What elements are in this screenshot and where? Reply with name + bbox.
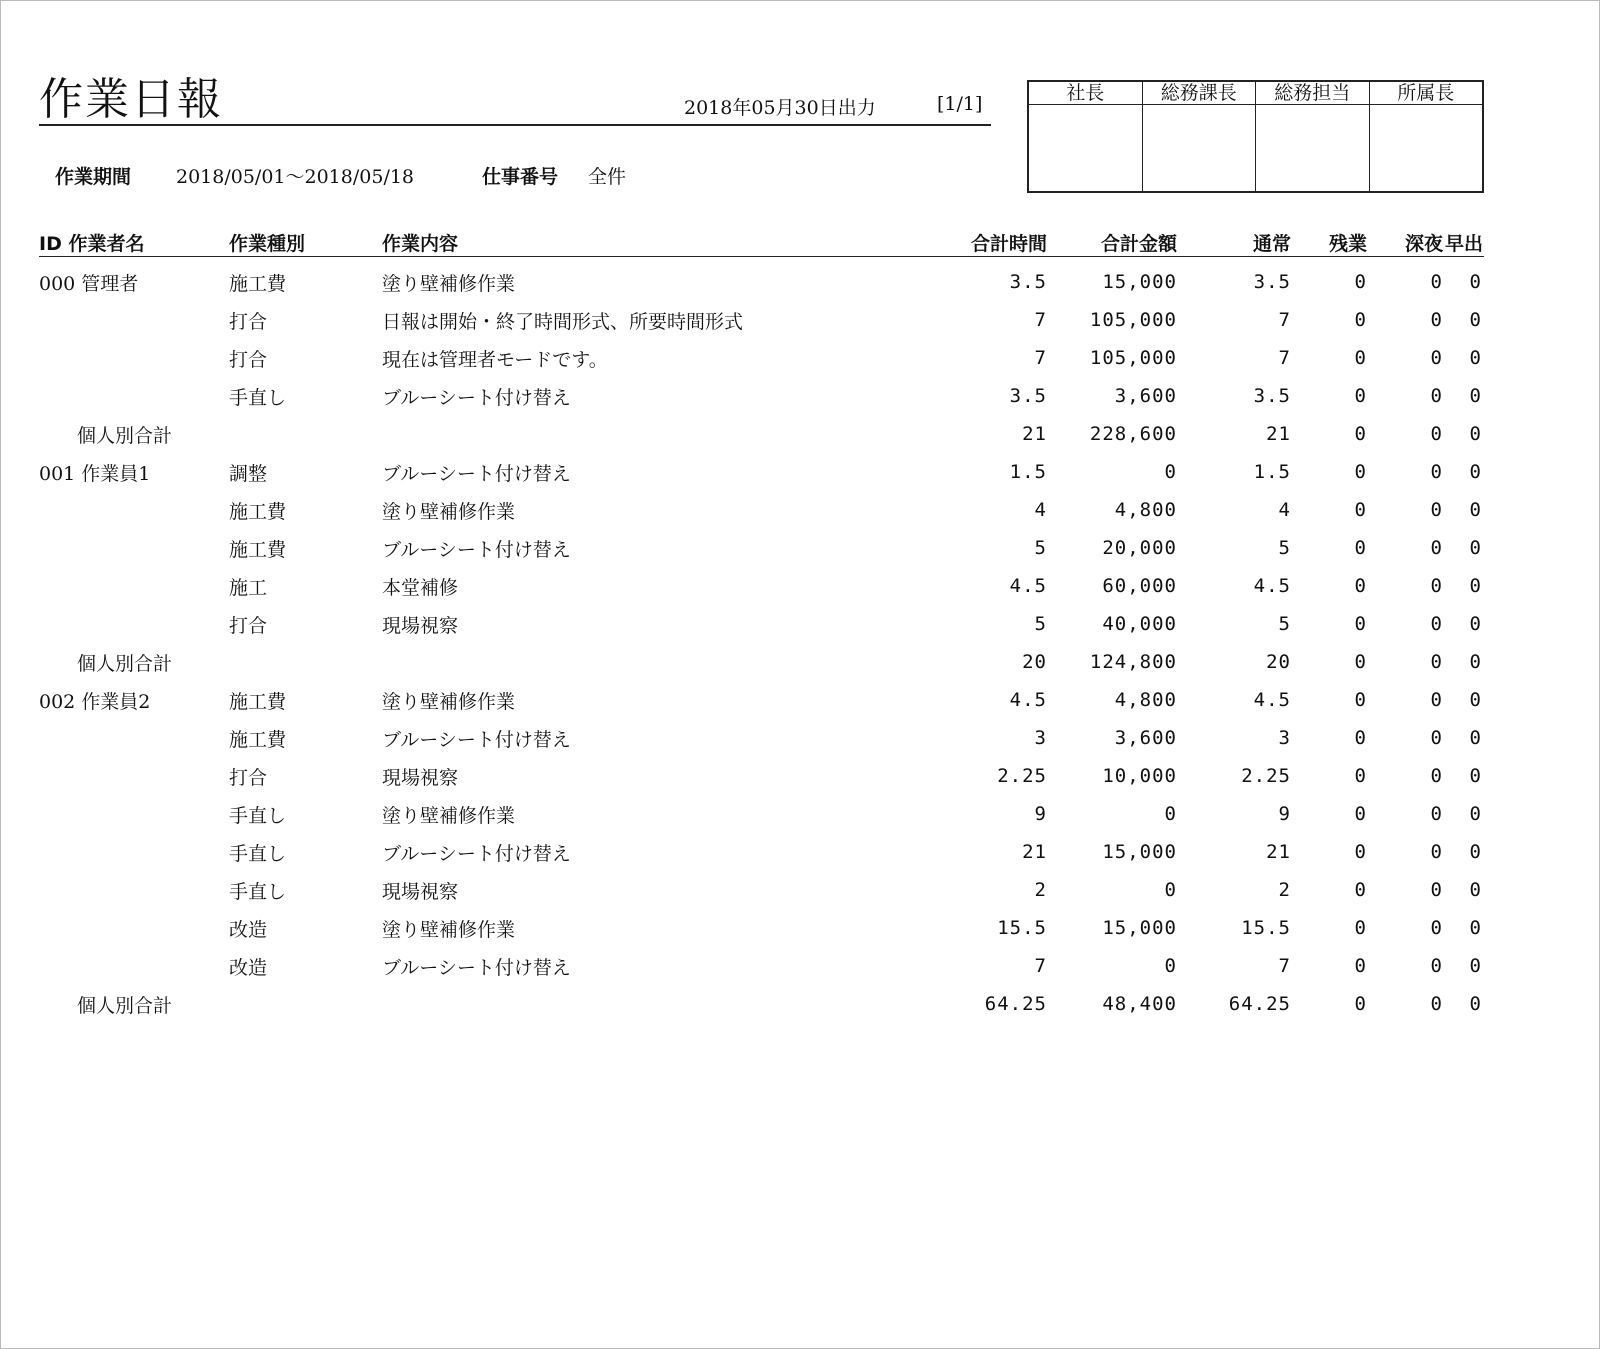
cell-type: 手直し [229, 880, 287, 903]
cell-worker: 002 作業員2 [39, 690, 151, 713]
cell-regular: 15.5 [1241, 917, 1291, 939]
table-row [39, 909, 1484, 947]
cell-overtime: 0 [1354, 385, 1367, 407]
cell-overtime: 0 [1354, 347, 1367, 369]
cell-worker [39, 757, 229, 795]
cell-late-night: 0 [1430, 917, 1443, 939]
cell-regular: 9 [1278, 803, 1291, 825]
col-header-total-hours: 合計時間 [909, 229, 1049, 257]
cell-total-hours: 5 [1034, 537, 1047, 559]
approval-heading: 総務課長 [1143, 82, 1256, 105]
cell-overtime: 0 [1354, 537, 1367, 559]
cell-total-amount: 228,600 [1089, 423, 1177, 445]
cell-worker [39, 871, 229, 909]
cell-type: 打合 [229, 614, 268, 637]
approval-stamp-cell [1029, 105, 1142, 191]
cell-late-night: 0 [1430, 309, 1443, 331]
approval-column [1142, 82, 1256, 191]
table-row [39, 605, 1484, 643]
cell-content: 塗り壁補修作業 [382, 918, 516, 941]
table-row [39, 871, 1484, 909]
cell-late-night: 0 [1430, 271, 1443, 293]
table-row [39, 795, 1484, 833]
cell-total-hours: 2.25 [997, 765, 1047, 787]
cell-overtime: 0 [1354, 879, 1367, 901]
cell-type: 打合 [229, 310, 268, 333]
table-row [39, 301, 1484, 339]
approval-column [1255, 82, 1369, 191]
cell-regular: 4.5 [1253, 575, 1291, 597]
cell-late-night: 0 [1430, 689, 1443, 711]
table-row [39, 339, 1484, 377]
cell-total-hours: 4.5 [1009, 689, 1047, 711]
cell-late-night: 0 [1430, 499, 1443, 521]
approval-column [1369, 82, 1483, 191]
cell-late-night: 0 [1430, 575, 1443, 597]
cell-early: 0 [1469, 347, 1482, 369]
table-header-row [39, 229, 1484, 257]
cell-late-night: 0 [1430, 347, 1443, 369]
subtotal-label: 個人別合計 [77, 424, 173, 447]
cell-regular: 4 [1278, 499, 1291, 521]
cell-early: 0 [1469, 727, 1482, 749]
cell-content: ブルーシート付け替え [382, 956, 571, 979]
cell-type: 施工 [229, 576, 268, 599]
cell-regular: 7 [1278, 347, 1291, 369]
cell-total-hours: 4.5 [1009, 575, 1047, 597]
cell-total-hours: 9 [1034, 803, 1047, 825]
table-row [39, 257, 1484, 302]
cell-total-amount: 124,800 [1089, 651, 1177, 673]
cell-total-hours: 7 [1034, 347, 1047, 369]
cell-regular: 4.5 [1253, 689, 1291, 711]
work-report-table [39, 229, 1484, 1023]
cell-early: 0 [1469, 537, 1482, 559]
cell-total-hours: 21 [1022, 841, 1047, 863]
table-row [39, 491, 1484, 529]
cell-overtime: 0 [1354, 575, 1367, 597]
cell-content: 塗り壁補修作業 [382, 690, 516, 713]
cell-regular: 3.5 [1253, 271, 1291, 293]
cell-regular: 5 [1278, 537, 1291, 559]
job-number-value: 全件 [588, 166, 627, 188]
job-number-label: 仕事番号 [482, 166, 559, 188]
cell-total-hours: 3.5 [1009, 271, 1047, 293]
cell-regular: 5 [1278, 613, 1291, 635]
cell-total-amount: 4,800 [1114, 689, 1177, 711]
cell-content: ブルーシート付け替え [382, 386, 571, 409]
table-row [39, 453, 1484, 491]
cell-content: 塗り壁補修作業 [382, 804, 516, 827]
cell-overtime: 0 [1354, 727, 1367, 749]
col-header-total-amount: 合計金額 [1049, 229, 1179, 257]
col-header-type: 作業種別 [229, 229, 382, 257]
table-row [39, 529, 1484, 567]
cell-overtime: 0 [1354, 309, 1367, 331]
cell-type: 手直し [229, 386, 287, 409]
cell-regular: 20 [1266, 651, 1291, 673]
cell-total-amount: 4,800 [1114, 499, 1177, 521]
cell-total-hours: 7 [1034, 955, 1047, 977]
cell-total-amount: 0 [1164, 955, 1177, 977]
cell-content: 現場視察 [382, 614, 459, 637]
cell-total-hours: 20 [1022, 651, 1047, 673]
cell-content: 塗り壁補修作業 [382, 272, 516, 295]
col-header-content: 作業内容 [382, 229, 909, 257]
approval-heading: 総務担当 [1256, 82, 1369, 105]
table-row [39, 757, 1484, 795]
cell-total-hours: 2 [1034, 879, 1047, 901]
cell-late-night: 0 [1430, 765, 1443, 787]
cell-total-amount: 20,000 [1102, 537, 1177, 559]
cell-early: 0 [1469, 955, 1482, 977]
cell-content: ブルーシート付け替え [382, 728, 571, 751]
cell-total-amount: 3,600 [1114, 727, 1177, 749]
cell-total-amount: 60,000 [1102, 575, 1177, 597]
output-date: 2018年05月30日出力 [684, 97, 876, 119]
cell-early: 0 [1469, 917, 1482, 939]
cell-total-hours: 64.25 [984, 993, 1047, 1015]
approval-stamp-box [1027, 80, 1484, 193]
cell-overtime: 0 [1354, 423, 1367, 445]
title-underline [39, 124, 991, 126]
cell-total-amount: 10,000 [1102, 765, 1177, 787]
cell-type: 手直し [229, 804, 287, 827]
cell-total-amount: 3,600 [1114, 385, 1177, 407]
cell-regular: 7 [1278, 309, 1291, 331]
cell-type: 打合 [229, 348, 268, 371]
cell-overtime: 0 [1354, 917, 1367, 939]
cell-content: 現場視察 [382, 766, 459, 789]
cell-type: 施工費 [229, 728, 287, 751]
cell-early: 0 [1469, 765, 1482, 787]
cell-total-hours: 3.5 [1009, 385, 1047, 407]
cell-overtime: 0 [1354, 689, 1367, 711]
cell-regular: 1.5 [1253, 461, 1291, 483]
cell-total-hours: 7 [1034, 309, 1047, 331]
cell-regular: 64.25 [1228, 993, 1291, 1015]
cell-total-amount: 15,000 [1102, 917, 1177, 939]
cell-worker: 000 管理者 [39, 272, 139, 295]
cell-regular: 21 [1266, 423, 1291, 445]
cell-late-night: 0 [1430, 537, 1443, 559]
cell-overtime: 0 [1354, 841, 1367, 863]
cell-total-amount: 0 [1164, 879, 1177, 901]
cell-type: 手直し [229, 842, 287, 865]
table-row [39, 681, 1484, 719]
cell-late-night: 0 [1430, 423, 1443, 445]
cell-total-hours: 4 [1034, 499, 1047, 521]
cell-type: 施工費 [229, 538, 287, 561]
period-label: 作業期間 [55, 166, 132, 188]
cell-type: 改造 [229, 956, 268, 979]
cell-total-amount: 48,400 [1102, 993, 1177, 1015]
cell-regular: 3 [1278, 727, 1291, 749]
cell-overtime: 0 [1354, 803, 1367, 825]
cell-late-night: 0 [1430, 993, 1443, 1015]
cell-total-amount: 0 [1164, 803, 1177, 825]
period-value: 2018/05/01～2018/05/18 [176, 166, 415, 188]
cell-early: 0 [1469, 651, 1482, 673]
approval-heading: 所属長 [1370, 82, 1483, 105]
cell-regular: 21 [1266, 841, 1291, 863]
cell-total-hours: 21 [1022, 423, 1047, 445]
cell-total-amount: 15,000 [1102, 271, 1177, 293]
cell-late-night: 0 [1430, 879, 1443, 901]
cell-early: 0 [1469, 613, 1482, 635]
approval-heading: 社長 [1029, 82, 1142, 105]
cell-content: 塗り壁補修作業 [382, 500, 516, 523]
cell-content: 現在は管理者モードです。 [382, 348, 608, 371]
cell-early: 0 [1469, 461, 1482, 483]
cell-overtime: 0 [1354, 955, 1367, 977]
cell-overtime: 0 [1354, 765, 1367, 787]
report-title: 作業日報 [39, 74, 223, 125]
col-header-regular: 通常 [1179, 229, 1293, 257]
cell-early: 0 [1469, 385, 1482, 407]
table-row [39, 567, 1484, 605]
table-row [39, 947, 1484, 985]
cell-content: ブルーシート付け替え [382, 462, 571, 485]
cell-late-night: 0 [1430, 385, 1443, 407]
cell-total-amount: 105,000 [1089, 347, 1177, 369]
cell-content: 現場視察 [382, 880, 459, 903]
cell-early: 0 [1469, 499, 1482, 521]
page-indicator: [1/1] [937, 93, 983, 115]
cell-content: ブルーシート付け替え [382, 842, 571, 865]
cell-overtime: 0 [1354, 499, 1367, 521]
cell-late-night: 0 [1430, 727, 1443, 749]
cell-early: 0 [1469, 309, 1482, 331]
cell-worker [39, 301, 229, 339]
approval-stamp-cell [1143, 105, 1256, 191]
col-header-early: 早出 [1445, 229, 1484, 257]
table-row [39, 377, 1484, 415]
cell-worker [39, 491, 229, 529]
cell-worker [39, 377, 229, 415]
cell-total-hours: 1.5 [1009, 461, 1047, 483]
cell-early: 0 [1469, 841, 1482, 863]
cell-total-hours: 15.5 [997, 917, 1047, 939]
cell-content: 日報は開始・終了時間形式、所要時間形式 [382, 310, 744, 333]
cell-overtime: 0 [1354, 613, 1367, 635]
cell-early: 0 [1469, 423, 1482, 445]
approval-column [1029, 82, 1142, 191]
cell-late-night: 0 [1430, 461, 1443, 483]
cell-overtime: 0 [1354, 993, 1367, 1015]
cell-overtime: 0 [1354, 271, 1367, 293]
subtotal-label: 個人別合計 [77, 994, 173, 1017]
cell-regular: 3.5 [1253, 385, 1291, 407]
cell-late-night: 0 [1430, 841, 1443, 863]
approval-stamp-cell [1370, 105, 1483, 191]
cell-worker: 001 作業員1 [39, 462, 151, 485]
cell-total-hours: 5 [1034, 613, 1047, 635]
cell-late-night: 0 [1430, 955, 1443, 977]
cell-content: 本堂補修 [382, 576, 459, 599]
col-header-id-name: ID 作業者名 [39, 229, 229, 257]
cell-type: 施工費 [229, 690, 287, 713]
col-header-late-night: 深夜 [1369, 229, 1445, 257]
cell-early: 0 [1469, 271, 1482, 293]
cell-total-amount: 15,000 [1102, 841, 1177, 863]
cell-worker [39, 795, 229, 833]
cell-early: 0 [1469, 575, 1482, 597]
cell-late-night: 0 [1430, 803, 1443, 825]
subtotal-row [39, 415, 1484, 453]
cell-total-hours: 3 [1034, 727, 1047, 749]
cell-worker [39, 909, 229, 947]
cell-worker [39, 339, 229, 377]
cell-type: 改造 [229, 918, 268, 941]
cell-type: 施工費 [229, 500, 287, 523]
cell-regular: 2.25 [1241, 765, 1291, 787]
subtotal-label: 個人別合計 [77, 652, 173, 675]
cell-overtime: 0 [1354, 461, 1367, 483]
subtotal-row [39, 985, 1484, 1023]
cell-overtime: 0 [1354, 651, 1367, 673]
cell-type: 施工費 [229, 272, 287, 295]
cell-early: 0 [1469, 879, 1482, 901]
cell-content: ブルーシート付け替え [382, 538, 571, 561]
cell-type: 調整 [229, 462, 268, 485]
cell-worker [39, 719, 229, 757]
cell-worker [39, 833, 229, 871]
cell-worker [39, 529, 229, 567]
table-row [39, 833, 1484, 871]
cell-late-night: 0 [1430, 651, 1443, 673]
approval-stamp-cell [1256, 105, 1369, 191]
cell-early: 0 [1469, 803, 1482, 825]
cell-regular: 7 [1278, 955, 1291, 977]
cell-regular: 2 [1278, 879, 1291, 901]
cell-total-amount: 0 [1164, 461, 1177, 483]
col-header-overtime: 残業 [1293, 229, 1369, 257]
cell-total-amount: 105,000 [1089, 309, 1177, 331]
subtotal-row [39, 643, 1484, 681]
cell-worker [39, 605, 229, 643]
cell-late-night: 0 [1430, 613, 1443, 635]
table-row [39, 719, 1484, 757]
cell-total-amount: 40,000 [1102, 613, 1177, 635]
cell-type: 打合 [229, 766, 268, 789]
cell-worker [39, 567, 229, 605]
cell-early: 0 [1469, 689, 1482, 711]
table-body [39, 257, 1484, 1024]
cell-early: 0 [1469, 993, 1482, 1015]
cell-worker [39, 947, 229, 985]
